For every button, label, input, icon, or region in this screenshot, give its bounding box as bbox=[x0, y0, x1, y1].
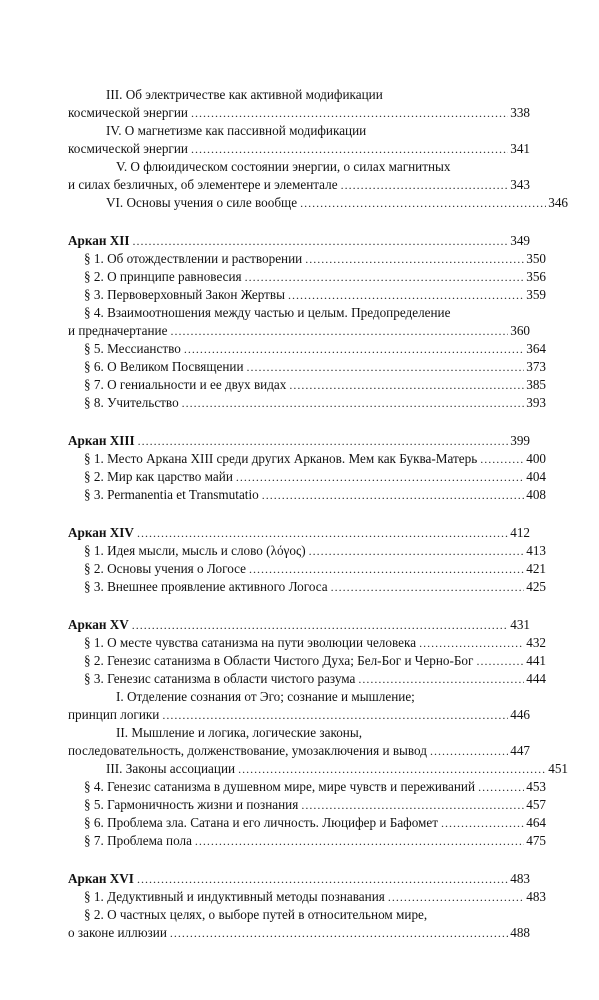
toc-entry: § 3. Генезис сатанизма в области чистого разума ..... 444 bbox=[68, 670, 546, 688]
toc-entry: IV. О магнетизме как пассивной модификации bbox=[106, 123, 367, 138]
toc-entry: VI. Основы учения о силе вообще ..... 346 bbox=[68, 194, 568, 212]
toc-entry: § 1. Идея мысли, мысль и слово (λόγος) ..... 413 bbox=[68, 542, 546, 560]
toc-entry: § 4. Генезис сатанизма в душевном мире, мире чувств и переживаний ..... 453 bbox=[68, 778, 546, 796]
toc-entry: § 1. О месте чувства сатанизма на пути эволюции человека ..... 432 bbox=[68, 634, 546, 652]
toc-entry: § 1. Об отождествлении и растворении ..... 350 bbox=[68, 250, 546, 268]
toc-entry: § 6. Проблема зла. Сатана и его личность. Люцифер и Бафомет ..... 464 bbox=[68, 814, 546, 832]
toc-entry: и предначертание ..... 360 bbox=[68, 322, 530, 340]
toc-arcana-heading: Аркан XV ..... 431 bbox=[68, 616, 530, 634]
toc-arcana-heading: Аркан XIII ..... 399 bbox=[68, 432, 530, 450]
toc-entry: последовательность, долженствование, умозаключения и вывод ..... 447 bbox=[68, 742, 530, 760]
toc-entry: § 5. Гармоничность жизни и познания ..... 457 bbox=[68, 796, 546, 814]
toc-entry: V. О флюидическом состоянии энергии, о силах магнитных bbox=[116, 159, 451, 174]
toc-entry: космической энергии ..... 341 bbox=[68, 140, 530, 158]
toc-entry: § 3. Permanentia et Transmutatio ..... 408 bbox=[68, 486, 546, 504]
toc-entry: I. Отделение сознания от Эго; сознание и мышление; bbox=[116, 689, 415, 704]
toc-entry: космической энергии ..... 338 bbox=[68, 104, 530, 122]
toc-entry: III. Об электричестве как активной модификации bbox=[106, 87, 383, 102]
toc-entry: § 7. О гениальности и ее двух видах ..... 385 bbox=[68, 376, 546, 394]
toc-entry: § 8. Учительство ..... 393 bbox=[68, 394, 546, 412]
toc-arcana-heading: Аркан XIV ..... 412 bbox=[68, 524, 530, 542]
toc-entry: принцип логики ..... 446 bbox=[68, 706, 530, 724]
toc-entry: о законе иллюзии ..... 488 bbox=[68, 924, 530, 942]
toc-entry: III. Законы ассоциации ..... 451 bbox=[68, 760, 568, 778]
toc-entry: и силах безличных, об элементере и элементале ..... 343 bbox=[68, 176, 530, 194]
toc-entry: § 3. Внешнее проявление активного Логоса ..... 425 bbox=[68, 578, 546, 596]
toc-entry: § 2. Мир как царство майи ..... 404 bbox=[68, 468, 546, 486]
toc-entry: II. Мышление и логика, логические законы, bbox=[116, 725, 362, 740]
toc-entry: § 1. Дедуктивный и индуктивный методы познавания ..... 483 bbox=[68, 888, 546, 906]
toc-entry: § 5. Мессианство ..... 364 bbox=[68, 340, 546, 358]
toc-arcana-heading: Аркан XII ..... 349 bbox=[68, 232, 530, 250]
toc-entry: § 4. Взаимоотношения между частью и целым. Предопределение bbox=[84, 305, 451, 320]
toc-arcana-heading: Аркан XVI ..... 483 bbox=[68, 870, 530, 888]
toc-entry: § 2. О частных целях, о выборе путей в относительном мире, bbox=[84, 907, 428, 922]
toc-entry: § 2. Генезис сатанизма в Области Чистого Духа; Бел-Бог и Черно-Бог ..... 441 bbox=[68, 652, 546, 670]
toc-entry: § 3. Первоверховный Закон Жертвы ..... 359 bbox=[68, 286, 546, 304]
toc-entry: § 2. О принципе равновесия ..... 356 bbox=[68, 268, 546, 286]
toc-entry: § 2. Основы учения о Логосе ..... 421 bbox=[68, 560, 546, 578]
toc-entry: § 7. Проблема пола ..... 475 bbox=[68, 832, 546, 850]
toc-entry: § 6. О Великом Посвящении ..... 373 bbox=[68, 358, 546, 376]
toc-entry: § 1. Место Аркана XIII среди других Арканов. Мем как Буква-Матерь ..... 400 bbox=[68, 450, 546, 468]
